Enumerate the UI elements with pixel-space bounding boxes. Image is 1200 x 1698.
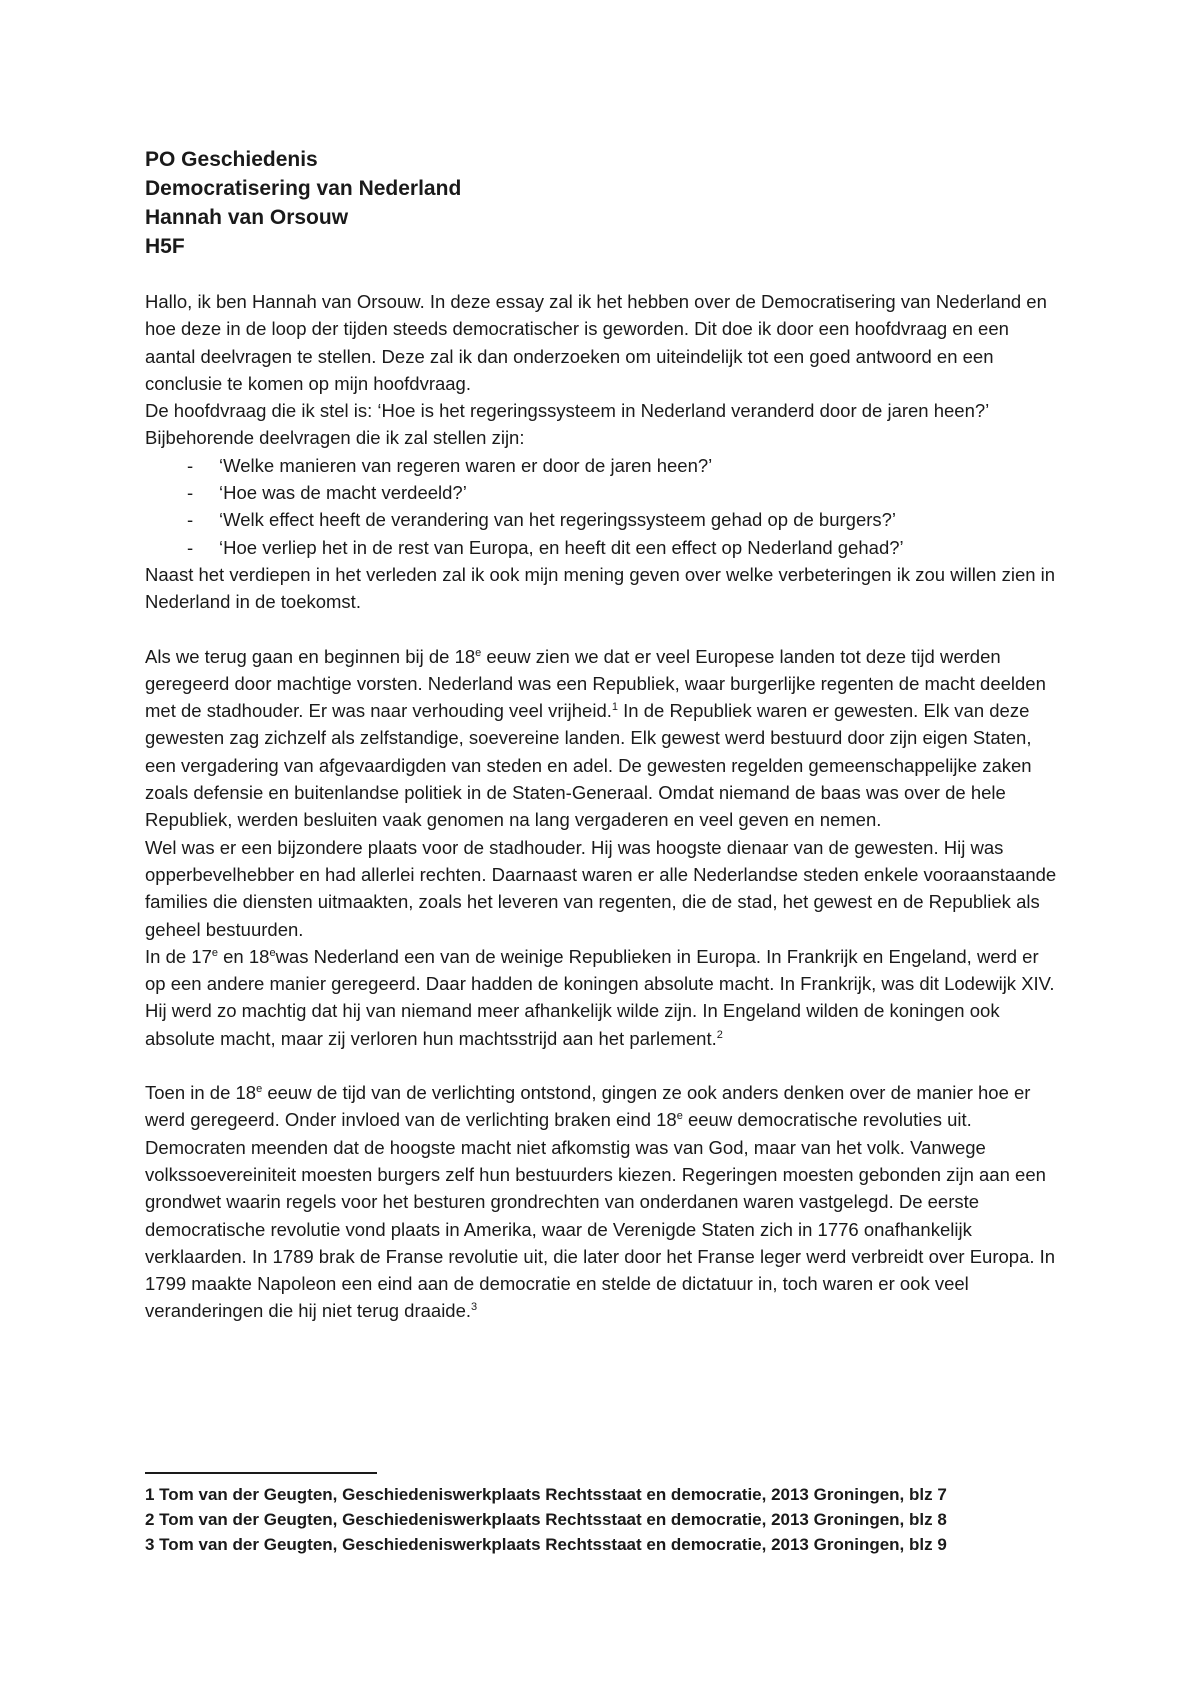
footnote-1: 1 Tom van der Geugten, Geschiedeniswerkplaats Rechtsstaat en democratie, 2013 Groningen, blz 7 — [145, 1485, 947, 1504]
sub-question: ‘Welke manieren van regeren waren er door de jaren heen?’ — [219, 454, 713, 476]
bullet-dash: - — [187, 454, 194, 476]
footnote-ref-2[interactable]: 2 — [716, 1028, 723, 1041]
text-run: In de 17 — [145, 945, 212, 967]
bullet-dash: - — [187, 482, 194, 504]
europe-paragraph — [145, 943, 1060, 1052]
superscript: e — [269, 946, 276, 959]
outlook-paragraph: Naast het verdiepen in het verleden zal ik ook mijn mening geven over welke verbeteringen ik zou willen zien in Nederland in de toekomst. — [145, 563, 1056, 613]
text-run: was Nederland een van de weinige Republieken in Europa. In Frankrijk en Engeland, werd er op een andere manier geregeerd. Daar hadden de koningen absolute macht. In Frankrijk, was dit Lodewijk XIV. Hij werd zo machtig dat hij van niemand meer afhankelijk wilde zijn. In Engeland wilden de koningen ook absolute macht, maar zij verloren hun machtsstrijd aan het parlement. — [145, 945, 1055, 1049]
footnote-3: 3 Tom van der Geugten, Geschiedeniswerkplaats Rechtsstaat en democratie, 2013 Groningen, blz 9 — [145, 1535, 947, 1554]
main-question: De hoofdvraag die ik stel is: ‘Hoe is het regeringssysteem in Nederland veranderd door de jaren heen?’ — [145, 400, 990, 422]
essay-title: Democratisering van Nederland — [145, 177, 462, 200]
intro-paragraph: Hallo, ik ben Hannah van Orsouw. In deze essay zal ik het hebben over de Democratisering van Nederland en hoe deze in de loop der tijden steeds democratischer is geworden. Dit doe ik door een hoofdvraag en een aantal deelvragen te stellen. Deze zal ik dan onderzoeken om uiteindelijk tot een goed antwoord en een conclusie te komen op mijn hoofdvraag. — [145, 291, 1047, 394]
footnote-divider — [145, 1472, 377, 1474]
republic-section — [145, 643, 1060, 1052]
list-item — [145, 479, 1060, 506]
document-page — [145, 145, 1060, 1325]
title-block — [145, 145, 1060, 261]
footnote-ref-3[interactable]: 3 — [471, 1301, 478, 1314]
intro-section — [145, 288, 1060, 616]
superscript: e — [676, 1110, 683, 1123]
footnote-ref-1[interactable]: 1 — [611, 701, 619, 713]
list-item — [145, 452, 1060, 479]
republic-paragraph — [145, 643, 1060, 834]
text-run: en 18 — [218, 945, 270, 967]
sub-question: ‘Hoe was de macht verdeeld?’ — [219, 482, 467, 504]
enlightenment-paragraph — [145, 1079, 1060, 1325]
stadhouder-paragraph: Wel was er een bijzondere plaats voor de stadhouder. Hij was hoogste dienaar van de gewesten. Hij was opperbevelhebber en had allerlei rechten. Daarnaast waren er alle Nederlandse steden enkele vooraanstaande families die diensten uitmaakten, zoals het leveren van regenten, die de stad, het gewest en de Republiek als geheel bestuurden. — [145, 836, 1057, 940]
bullet-dash: - — [187, 536, 194, 558]
class-code: H5F — [145, 235, 185, 258]
list-item — [145, 506, 1060, 533]
sub-questions-intro: Bijbehorende deelvragen die ik zal stellen zijn: — [145, 427, 525, 449]
author-name: Hannah van Orsouw — [145, 206, 349, 229]
sub-questions-list — [145, 452, 1060, 561]
text-run: eeuw de tijd van de verlichting ontstond, gingen ze ook anders denken over de manier hoe er werd geregeerd. Onder invloed van de verlichting braken eind 18 — [145, 1082, 1031, 1131]
enlightenment-section — [145, 1079, 1060, 1325]
text-run: In de Republiek waren er gewesten. Elk van deze gewesten zag zichzelf als zelfstandige, soevereine landen. Elk gewest werd bestuurd door zijn eigen Staten, een vergadering van afgevaardigden van steden en adel. De gewesten regelden gemeenschappelijke zaken zoals defensie en buitenlandse politiek in de Staten-Generaal. Omdat niemand de baas was over de hele Republiek, werden besluiten vaak genomen na lang vergaderen en veel geven en nemen. — [145, 700, 1032, 831]
text-run: Toen in de 18 — [145, 1082, 257, 1104]
sub-question: ‘Welk effect heeft de verandering van het regeringssysteem gehad op de burgers?’ — [219, 509, 897, 531]
footnotes — [145, 1472, 1060, 1557]
list-item — [145, 534, 1060, 561]
sub-question: ‘Hoe verliep het in de rest van Europa, en heeft dit een effect op Nederland gehad?’ — [219, 536, 904, 558]
superscript: e — [256, 1082, 263, 1095]
text-run: eeuw democratische revoluties uit. Democraten meenden dat de hoogste macht niet afkomstig was van God, maar van het volk. Vanwege volkssoevereiniteit moesten burgers zelf hun bestuurders kiezen. Regeringen moesten gebonden zijn aan een grondwet waarin regels voor het besturen grondrechten van onderdanen waren vastgelegd. De eerste democratische revolutie vond plaats in Amerika, waar de Verenigde Staten zich in 1776 onafhankelijk verklaarden. In 1789 brak de Franse revolutie uit, die later door het Franse leger werd verbreidt over Europa. In 1799 maakte Napoleon een eind aan de democratie en stelde de dictatuur in, toch waren er ook veel veranderingen die hij niet terug draaide. — [145, 1109, 1056, 1322]
text-run: eeuw zien we dat er veel Europese landen tot deze tijd werden geregeerd door machtige vorsten. Nederland was een Republiek, waar burgerlijke regenten de macht deelden met de stadhouder. Er was naar verhouding veel vrijheid. — [145, 645, 1046, 722]
bullet-dash: - — [187, 509, 194, 531]
superscript: e — [475, 646, 482, 659]
course-title: PO Geschiedenis — [145, 148, 318, 171]
text-run: Als we terug gaan en beginnen bij de 18 — [145, 645, 476, 667]
footnote-2: 2 Tom van der Geugten, Geschiedeniswerkplaats Rechtsstaat en democratie, 2013 Groningen, blz 8 — [145, 1510, 947, 1529]
superscript: e — [211, 946, 218, 959]
